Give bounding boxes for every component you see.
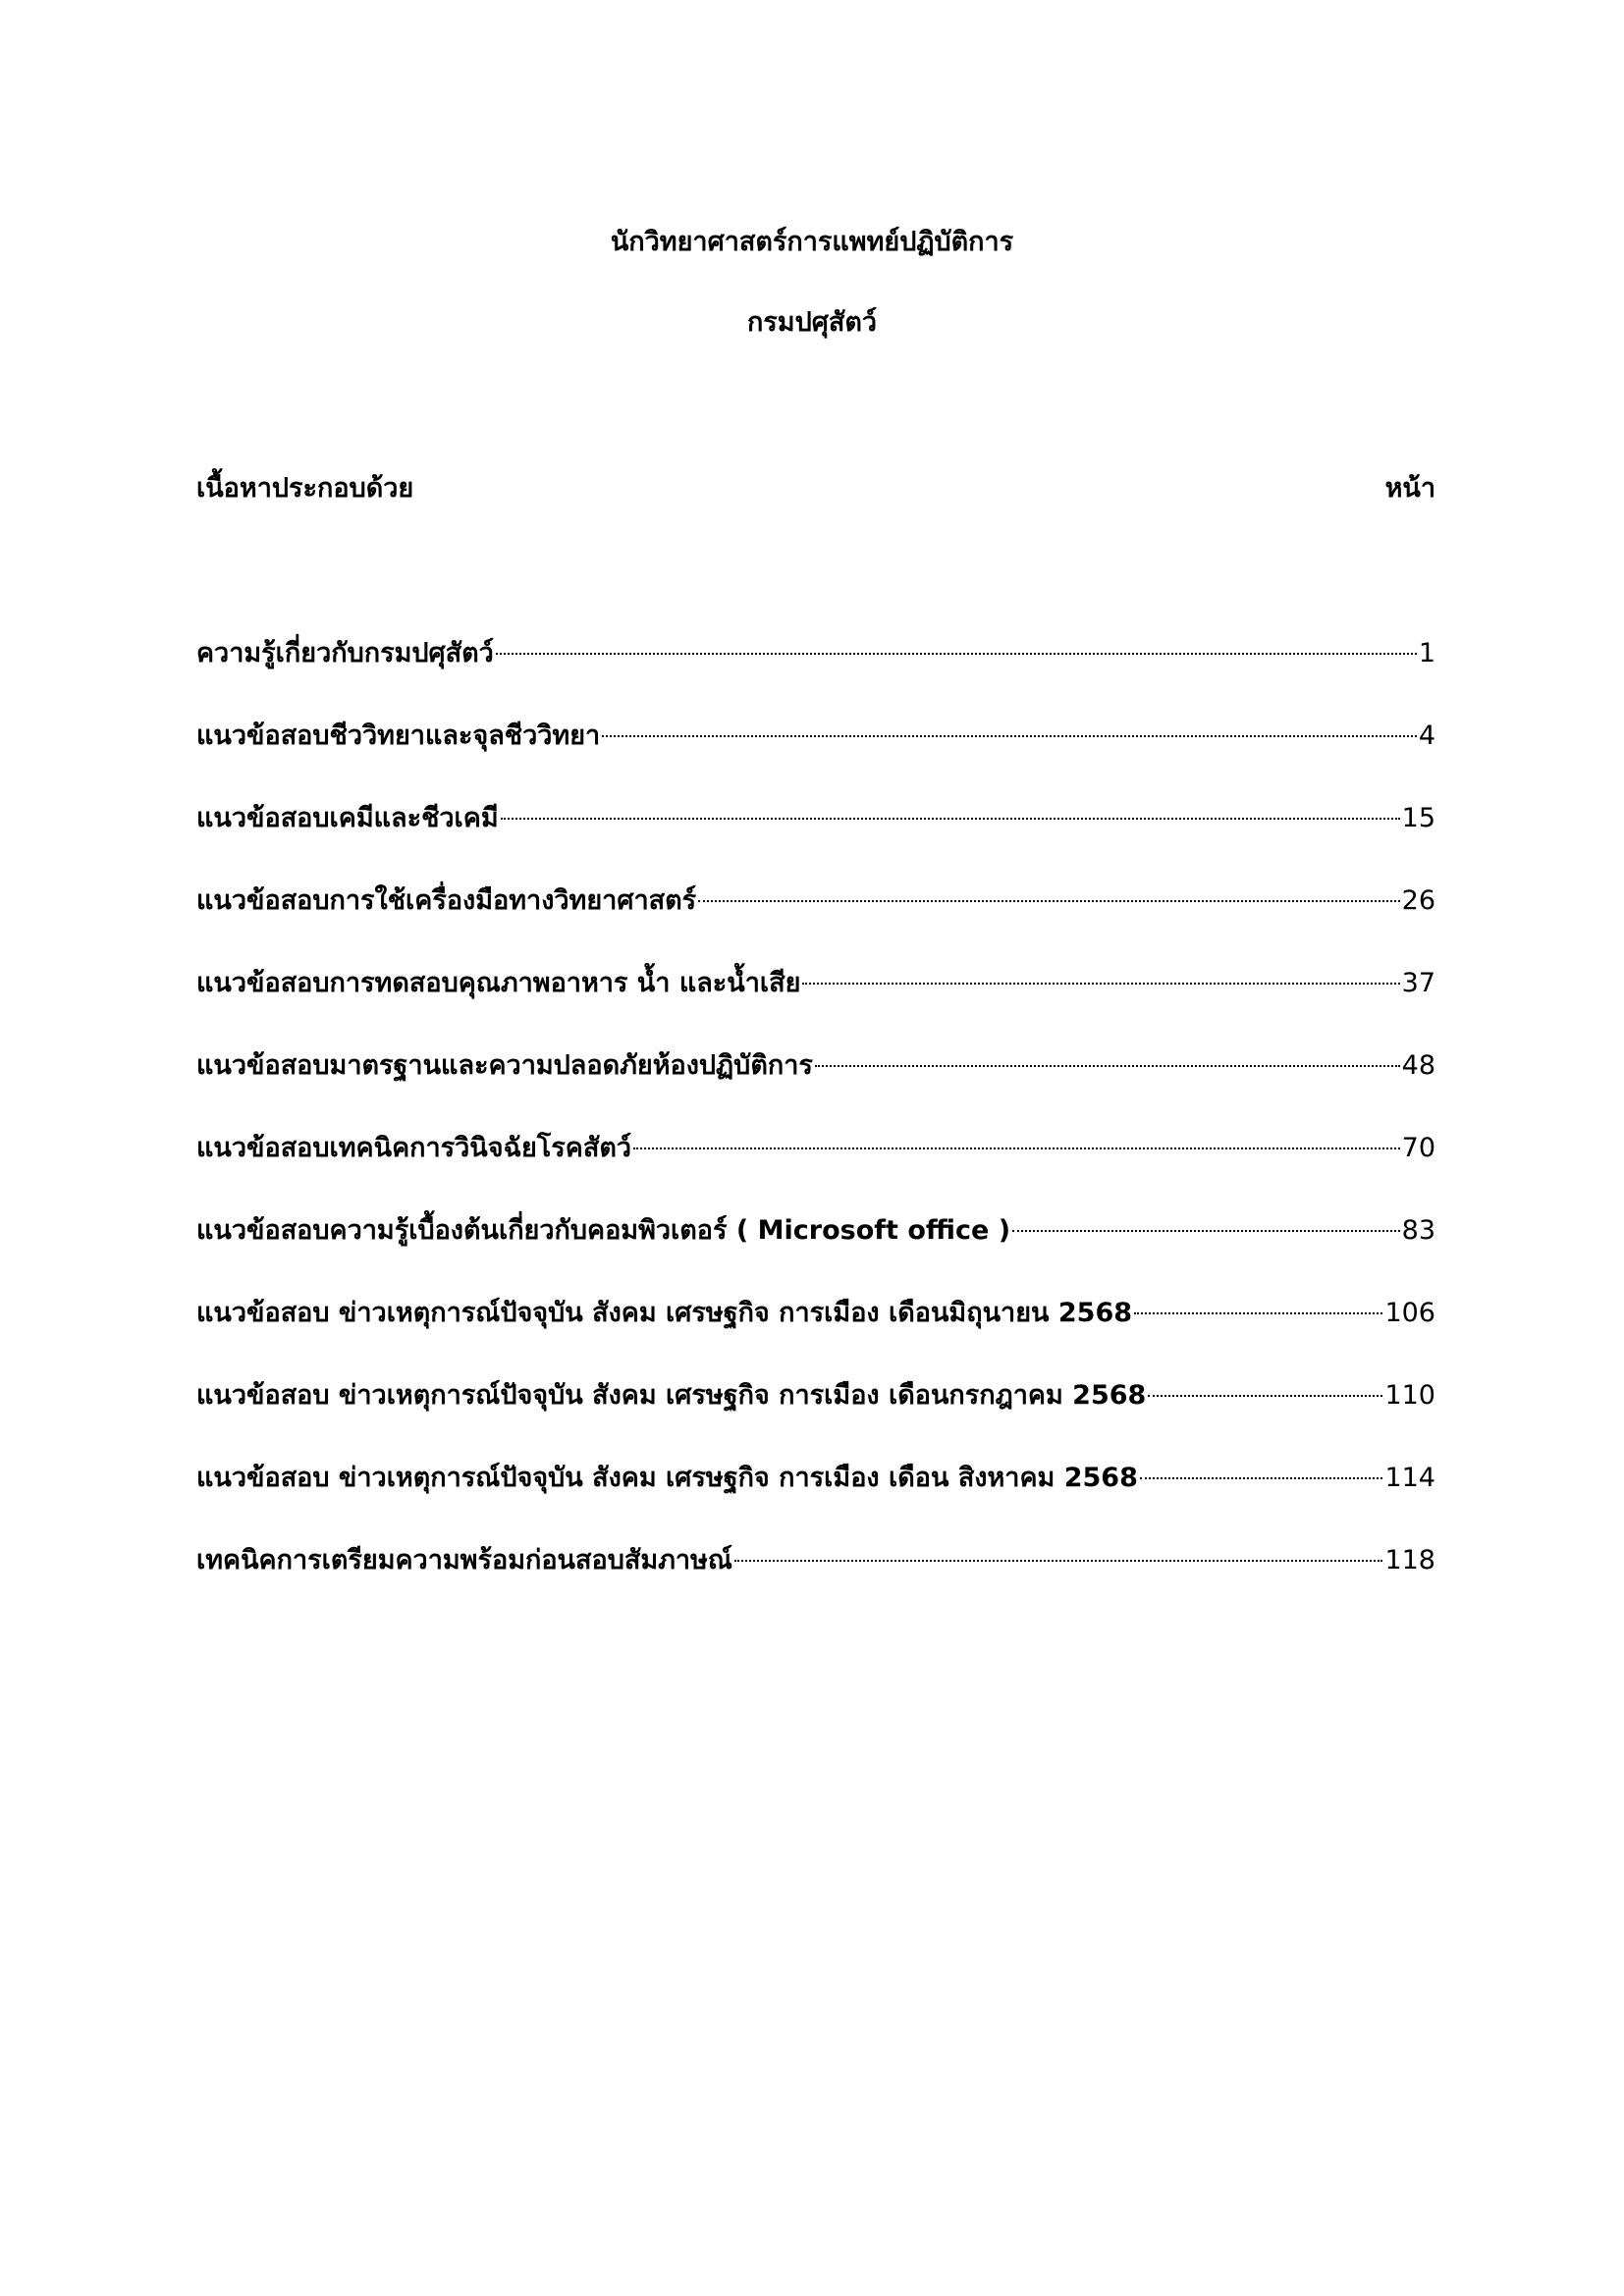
toc-entry-page: 48 — [1401, 1050, 1435, 1081]
toc-leader-dots — [1012, 1230, 1400, 1232]
toc-entry-title: แนวข้อสอบความรู้เบื้องต้นเกี่ยวกับคอมพิวเตอร์ ( Microsoft office ) — [196, 1215, 1011, 1246]
toc-header-page-label: หน้า — [1384, 473, 1435, 504]
toc-entry — [196, 799, 1435, 881]
toc-entry — [196, 1211, 1435, 1294]
document-title: นักวิทยาศาสตร์การแพทย์ปฏิบัติการ — [610, 227, 1014, 257]
toc-leader-dots — [802, 983, 1399, 985]
toc-entry-title: เทคนิคการเตรียมความพร้อมก่อนสอบสัมภาษณ์ — [196, 1545, 732, 1575]
toc-entry-title: แนวข้อสอบการใช้เครื่องมือทางวิทยาศาสตร์ — [196, 885, 697, 916]
toc-leader-dots — [1140, 1477, 1383, 1479]
toc-leader-dots — [734, 1560, 1383, 1562]
toc-entry-title: ความรู้เกี่ยวกับกรมปศุสัตว์ — [196, 638, 494, 668]
toc-leader-dots — [633, 1148, 1400, 1149]
toc-entry-title: แนวข้อสอบ ข่าวเหตุการณ์ปัจจุบัน สังคม เศรษฐกิจ การเมือง เดือน สิงหาคม 2568 — [196, 1463, 1138, 1493]
table-of-contents — [196, 634, 1435, 1624]
toc-entry — [196, 1129, 1435, 1211]
toc-leader-dots — [1134, 1312, 1382, 1314]
toc-entry-title: แนวข้อสอบ ข่าวเหตุการณ์ปัจจุบัน สังคม เศรษฐกิจ การเมือง เดือนมิถุนายน 2568 — [196, 1298, 1133, 1328]
toc-entry-title: แนวข้อสอบเทคนิคการวินิจฉัยโรคสัตว์ — [196, 1133, 632, 1163]
toc-entry-page: 106 — [1384, 1298, 1435, 1328]
toc-header-contents-label: เนื้อหาประกอบด้วย — [196, 473, 414, 504]
toc-entry — [196, 964, 1435, 1046]
toc-entry-page: 83 — [1401, 1215, 1435, 1246]
toc-entry-page: 26 — [1401, 885, 1435, 916]
toc-leader-dots — [602, 735, 1417, 737]
toc-entry — [196, 717, 1435, 799]
toc-entry — [196, 1046, 1435, 1129]
toc-entry-page: 37 — [1401, 968, 1435, 998]
toc-leader-dots — [1148, 1395, 1382, 1397]
toc-entry-title: แนวข้อสอบเคมีและชีวเคมี — [196, 803, 499, 833]
toc-entry-page: 15 — [1401, 803, 1435, 833]
toc-entry-title: แนวข้อสอบ ข่าวเหตุการณ์ปัจจุบัน สังคม เศรษฐกิจ การเมือง เดือนกรกฎาคม 2568 — [196, 1380, 1147, 1411]
toc-entry-title: แนวข้อสอบมาตรฐานและความปลอดภัยห้องปฏิบัติการ — [196, 1050, 813, 1081]
toc-entry-page: 1 — [1418, 638, 1435, 668]
toc-entry-page: 4 — [1418, 721, 1435, 751]
toc-entry-page: 114 — [1384, 1463, 1435, 1493]
toc-leader-dots — [496, 653, 1417, 655]
toc-entry-page: 118 — [1384, 1545, 1435, 1575]
toc-entry-page: 70 — [1401, 1133, 1435, 1163]
toc-entry — [196, 1376, 1435, 1459]
toc-leader-dots — [815, 1065, 1400, 1067]
toc-leader-dots — [501, 818, 1400, 820]
toc-entry — [196, 881, 1435, 964]
toc-entry — [196, 634, 1435, 717]
toc-entry-title: แนวข้อสอบการทดสอบคุณภาพอาหาร น้ำ และน้ำเสีย — [196, 968, 801, 998]
toc-entry — [196, 1541, 1435, 1624]
toc-header — [196, 469, 1435, 508]
toc-entry-page: 110 — [1384, 1380, 1435, 1411]
toc-entry-title: แนวข้อสอบชีววิทยาและจุลชีววิทยา — [196, 721, 601, 751]
toc-leader-dots — [698, 900, 1399, 902]
toc-entry — [196, 1294, 1435, 1376]
document-subtitle: กรมปศุสัตว์ — [746, 307, 878, 338]
toc-entry — [196, 1459, 1435, 1541]
